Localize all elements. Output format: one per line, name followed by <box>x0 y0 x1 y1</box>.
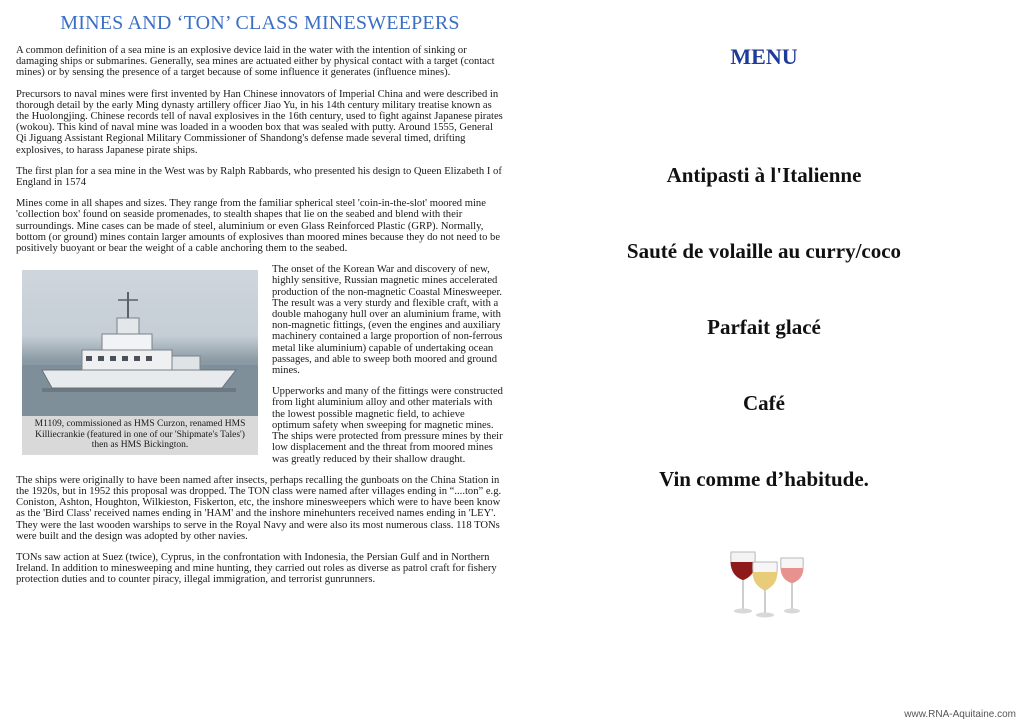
menu-item-saute: Sauté de volaille au curry/coco <box>626 239 902 263</box>
menu-item-cafe: Café <box>743 391 785 415</box>
article-paragraph-5: The onset of the Korean War and discovery of new, highly sensitive, Russian magnetic mines accelerated production of the non-magnetic Coastal Minesweeper. The result was a very sturdy and flexible craft, with a double mahogany hull over an aluminium frame, with non-magnetic fittings, (even the engines and auxiliary machinery contained a large proportion of non-ferrous metal like aluminium) capable of undertaking ocean passages, and able to sweep both moored and ground mines. <box>272 264 503 377</box>
article-paragraph-6: Upperworks and many of the fittings were constructed from light aluminium alloy and other materials with the lowest possible magnetic field, to achieve optimum safety when sweeping for magnetic mines. The ships were protected from pressure mines by their low displacement and the threat from moored mines was greatly reduced by their shallow draught. <box>272 386 503 465</box>
minesweeper-ship-icon <box>22 270 258 416</box>
article-column <box>16 8 504 586</box>
menu-column <box>520 0 1008 723</box>
article-paragraph-4: Mines come in all shapes and sizes. They range from the familiar spherical steel 'coin-in-the-slot' moored mine 'collection box' found on seaside promenades, to stealth shapes that lie on the seabed and blend with their surroundings. Mine cases can be made of steel, aluminium or even Glass Reinforced Plastic (GRP). Normally, bottom (or ground) mines contain larger amounts of explosives than moored mines because they do not need to be positively buoyant or bear the weight of a cable anchoring them to the seabed. <box>16 198 501 255</box>
website-credit: www.RNA-Aquitaine.com <box>904 709 1016 720</box>
article-paragraph-8: TONs saw action at Suez (twice), Cyprus, in the confrontation with Indonesia, the Persian Gulf and in Northern Ireland. In addition to minesweeping and mine hunting, they carried out roles as diverse as patrol craft for fishery protection duties and to counter piracy, illegal immigration, and terrorist gunrunners. <box>16 551 497 586</box>
ship-photo-figure <box>22 270 258 455</box>
article-title: MINES AND ‘TON’ CLASS MINESWEEPERS <box>60 12 460 34</box>
menu-item-parfait: Parfait glacé <box>707 315 821 339</box>
menu-title: MENU <box>730 44 798 69</box>
article-paragraph-1: A common definition of a sea mine is an explosive device laid in the water with the intention of sinking or damaging ships or submarines. Generally, sea mines are actuated either by physical contact with a target (contact mines) or by sensing the presence of a target because of some influence it generates (influence mines). <box>16 45 495 79</box>
ship-photo <box>22 270 258 416</box>
article-paragraph-3: The first plan for a sea mine in the West was by Ralph Rabbards, who presented his design to Queen Elizabeth I of England in 1574 <box>16 165 502 189</box>
photo-caption: M1109, commissioned as HMS Curzon, renamed HMS Killiecrankie (featured in one of our 'Shipmate's Tales') then as HMS Bickington. <box>22 416 258 455</box>
menu-item-antipasti: Antipasti à l'Italienne <box>666 163 862 187</box>
wine-glasses-icon <box>725 548 815 620</box>
menu-item-vin: Vin comme d’habitude. <box>659 467 869 491</box>
article-paragraph-2: Precursors to naval mines were first invented by Han Chinese innovators of Imperial China and were described in thorough detail by the early Ming dynasty artillery officer Jiao Yu, in his 14th century military treatise known as the Huolongjing. Chinese records tell of naval explosives in the 16th century, used to fight against Japanese pirates (wokou). This kind of naval mine was loaded in a wooden box that was sealed with putty. Around 1555, General Qi Jiguang Assistant Regional Military Commissioner of Shandong's defense made several timed, drifting explosives, to harass Japanese pirate ships. <box>16 88 503 156</box>
article-paragraph-7: The ships were originally to have been named after insects, perhaps recalling the gunboats on the China Station in the 1920s, but in 1952 this proposal was dropped. The TON class were named after villages ending in “....ton” e.g. Coniston, Ashton, Houghton, Wilkieston, Fiskerton, etc, the inshore minesweepers which were to have been know as the 'Bird Class' received names ending in 'HAM' and the inshore minehunters received names ending in 'LEY'. They were the last wooden warships to serve in the Royal Navy and were also its most numerous class. 118 TONs were built and the design was adopted by other navies. <box>16 474 502 542</box>
